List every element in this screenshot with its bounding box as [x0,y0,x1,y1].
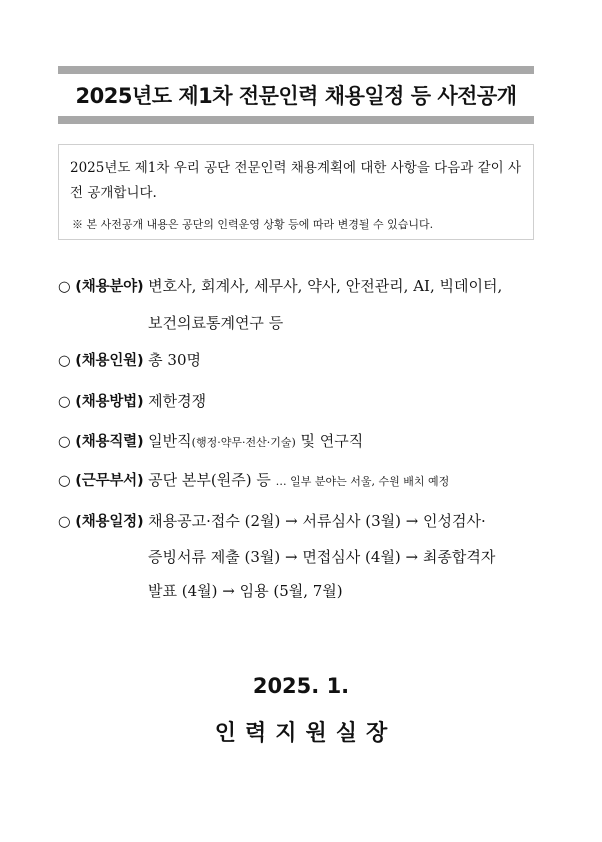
item-schedule-line-2: 증빙서류 제출 (3월) → 면접심사 (4월) → 최종합격자 [148,548,496,566]
item-series-text: 일반직 [148,432,192,450]
item-department [58,468,558,494]
page-title: 2025년도 제1차 전문인력 채용일정 등 사전공개 [75,84,517,108]
item-method-text: 제한경쟁 [148,392,207,410]
item-headcount [58,348,558,373]
document-date: 2025. 1. [252,674,350,698]
notice-note: ※ 본 사전공개 내용은 공단의 인력운영 상황 등에 따라 변경될 수 있습니다. [72,218,434,231]
item-field-label: ○ (채용분야) [58,279,144,295]
item-method [58,389,558,414]
item-series-sub: (행정·약무·전산·기술) [191,436,296,449]
item-department-text: 공단 본부(원주) 등 [148,471,271,489]
item-field-cont: 보건의료통계연구 등 [148,314,284,332]
issuing-department: 인력지원실장 [214,721,397,746]
item-schedule-line-1: 채용공고·접수 (2월) → 서류심사 (3월) → 인성검사· [148,512,486,530]
item-schedule-label: ○ (채용일정) [58,514,144,530]
item-department-label: ○ (근무부서) [58,473,144,489]
item-headcount-text: 총 30명 [148,351,202,369]
item-schedule [58,509,558,534]
intro-text: 2025년도 제1차 우리 공단 전문인력 채용계획에 대한 사항을 다음과 같이 사전 공개합니다. [70,160,522,201]
item-series [58,429,558,455]
item-method-label: ○ (채용방법) [58,394,144,410]
title-bar-top [58,66,534,74]
item-schedule-line-3: 발표 (4월) → 임용 (5월, 7월) [148,582,343,600]
item-series-tail: 및 연구직 [300,432,364,450]
title-bar-bottom [58,116,534,124]
item-series-label: ○ (채용직렬) [58,434,144,450]
item-headcount-label: ○ (채용인원) [58,353,144,369]
item-field-text: 변호사, 회계사, 세무사, 약사, 안전관리, AI, 빅데이터, [148,277,503,295]
item-department-sub: … 일부 분야는 서울, 수원 배치 예정 [275,475,450,488]
item-field [58,274,558,299]
